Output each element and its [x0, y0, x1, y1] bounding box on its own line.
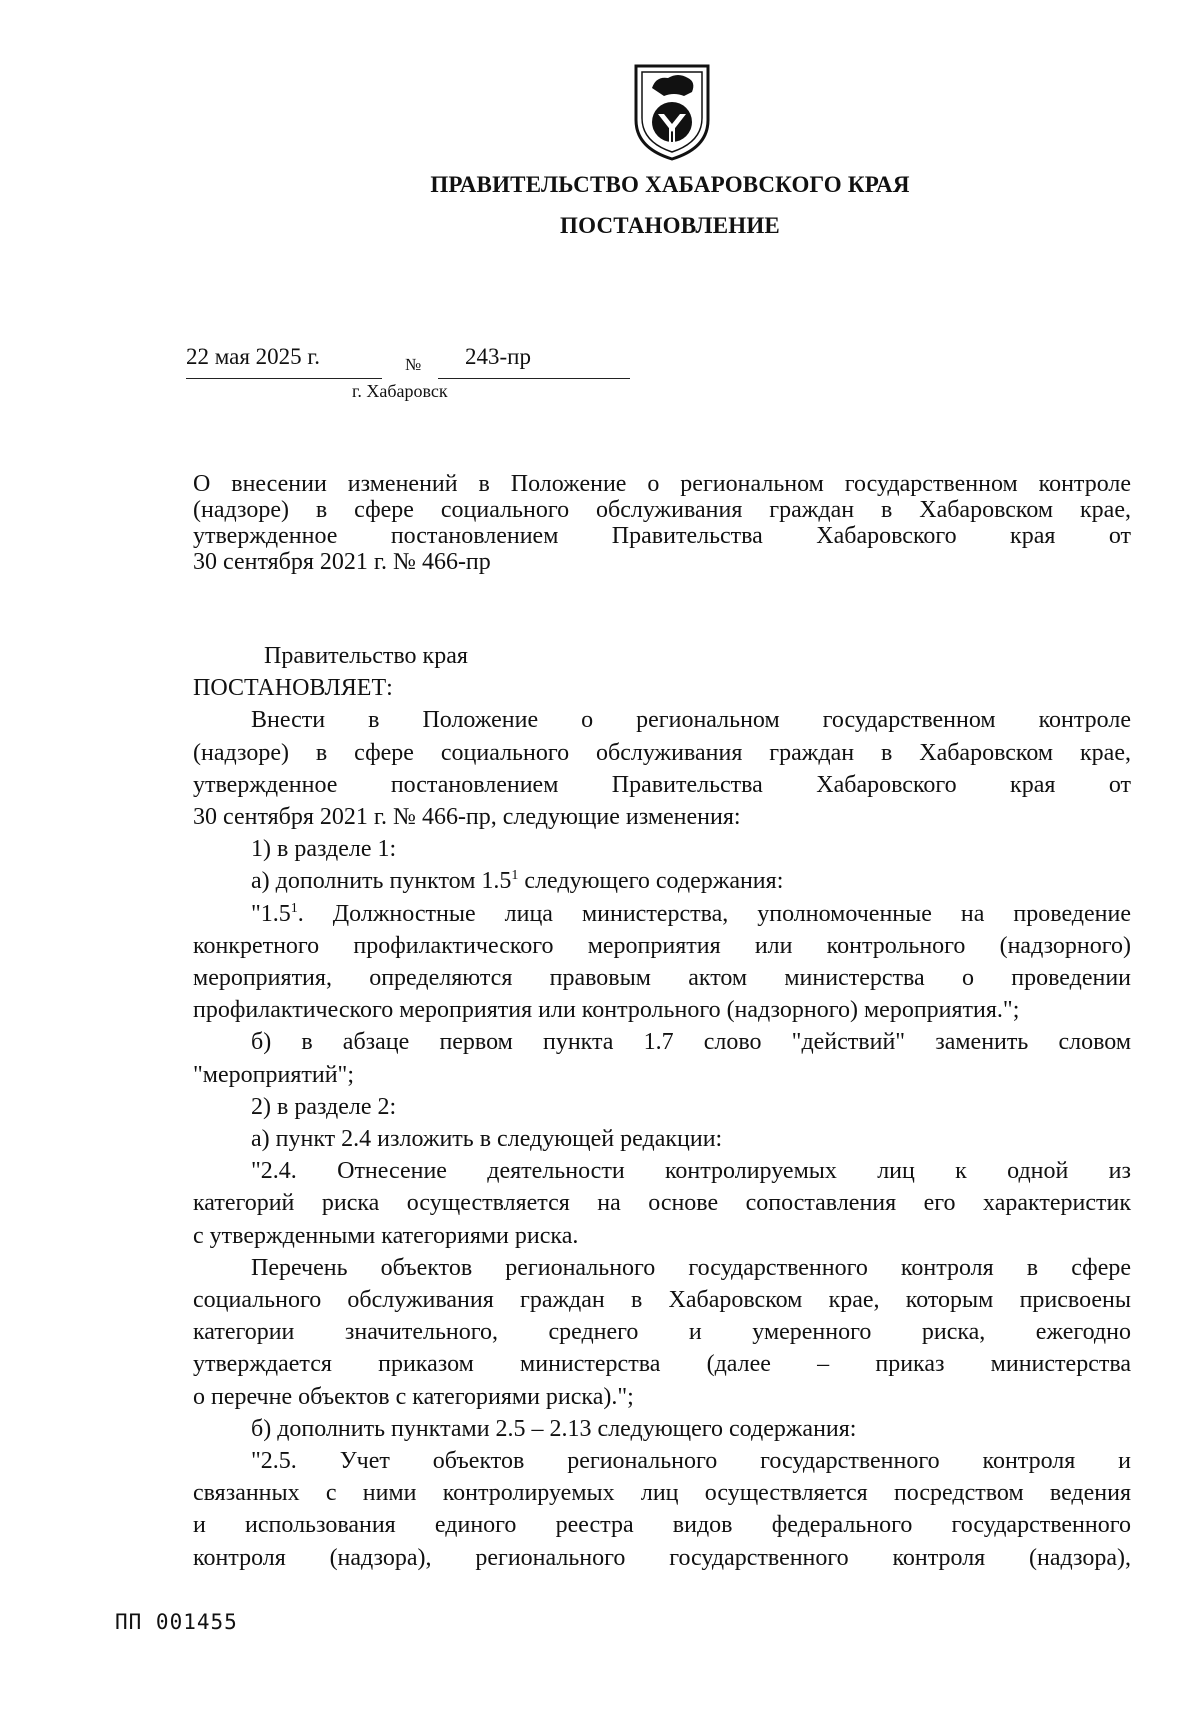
section-subitem: а) дополнить пунктом $1.5^1$ следующего содержания: — [251, 868, 784, 895]
quote-line: категорий риска осуществляется на основе сопоставления его характеристик — [193, 1190, 1131, 1217]
quote-line: "2.4. Отнесение деятельности контролируемых лиц к одной из — [251, 1158, 1131, 1185]
document-type: ПОСТАНОВЛЕНИЕ — [560, 213, 780, 238]
form-serial-number: ПП 001455 — [115, 1610, 238, 1634]
government-title: ПРАВИТЕЛЬСТВО ХАБАРОВСКОГО КРАЯ — [430, 172, 910, 197]
paragraph-line: 30 сентября 2021 г. № 466-пр, следующие изменения: — [193, 804, 741, 831]
number-sign: № — [405, 355, 422, 374]
section-subitem: б) дополнить пунктами 2.5 – 2.13 следующего содержания: — [251, 1415, 857, 1442]
document-title — [193, 471, 1131, 575]
quote-line: и использования единого реестра видов федерального государственного — [193, 1512, 1131, 1539]
paragraph-line: Внести в Положение о региональном государственном контроле — [251, 707, 1131, 734]
quote-line: профилактического мероприятия или контрольного (надзорного) мероприятия."; — [193, 997, 1020, 1024]
quote-line: мероприятия, определяются правовым актом министерства о проведении — [193, 965, 1131, 992]
preamble-resolve: ПОСТАНОВЛЯЕТ: — [193, 675, 393, 702]
quote-line: с утвержденными категориями риска. — [193, 1222, 579, 1249]
paragraph-line: утверждается приказом министерства (далее – приказ министерства — [193, 1351, 1131, 1378]
paragraph-line: утвержденное постановлением Правительства Хабаровского края от — [193, 771, 1131, 798]
section-subitem: а) пункт 2.4 изложить в следующей редакции: — [251, 1126, 723, 1153]
section-item: 2) в разделе 2: — [251, 1093, 397, 1120]
title-line: утвержденное постановлением Правительства Хабаровского края от — [193, 523, 1131, 549]
title-line: (надзоре) в сфере социального обслуживания граждан в Хабаровском крае, — [193, 497, 1131, 523]
coat-of-arms-icon — [630, 62, 714, 162]
document-number: 243-пр — [465, 344, 531, 369]
title-line: О внесении изменений в Положение о региональном государственном контроле — [193, 471, 1131, 497]
quote-line: связанных с ними контролируемых лиц осуществляется посредством ведения — [193, 1480, 1131, 1507]
section-subitem: "мероприятий"; — [193, 1061, 355, 1088]
document-city: г. Хабаровск — [352, 381, 448, 401]
number-underline — [438, 378, 630, 379]
paragraph-line: (надзоре) в сфере социального обслуживания граждан в Хабаровском крае, — [193, 739, 1131, 766]
document-date: 22 мая 2025 г. — [186, 344, 321, 369]
paragraph-line: Перечень объектов регионального государственного контроля в сфере — [251, 1254, 1131, 1281]
section-item: 1) в разделе 1: — [251, 836, 397, 863]
preamble-line: Правительство края — [264, 643, 468, 669]
paragraph-line: категории значительного, среднего и умеренного риска, ежегодно — [193, 1319, 1131, 1346]
section-subitem: б) в абзаце первом пункта 1.7 слово "действий" заменить словом — [251, 1029, 1131, 1056]
paragraph-line: о перечне объектов с категориями риска)."; — [193, 1383, 634, 1410]
quote-line: "$1.5^1$. Должностные лица министерства, уполномоченные на проведение — [251, 900, 1131, 927]
quote-line: контроля (надзора), регионального государственного контроля (надзора), — [193, 1544, 1131, 1571]
paragraph-line: социального обслуживания граждан в Хабаровском крае, которым присвоены — [193, 1287, 1131, 1314]
document-body — [193, 640, 1131, 1574]
title-line: 30 сентября 2021 г. № 466-пр — [193, 549, 491, 575]
date-underline — [186, 378, 382, 379]
quote-line: конкретного профилактического мероприятия или контрольного (надзорного) — [193, 932, 1131, 959]
quote-line: "2.5. Учет объектов регионального государственного контроля и — [251, 1448, 1131, 1475]
